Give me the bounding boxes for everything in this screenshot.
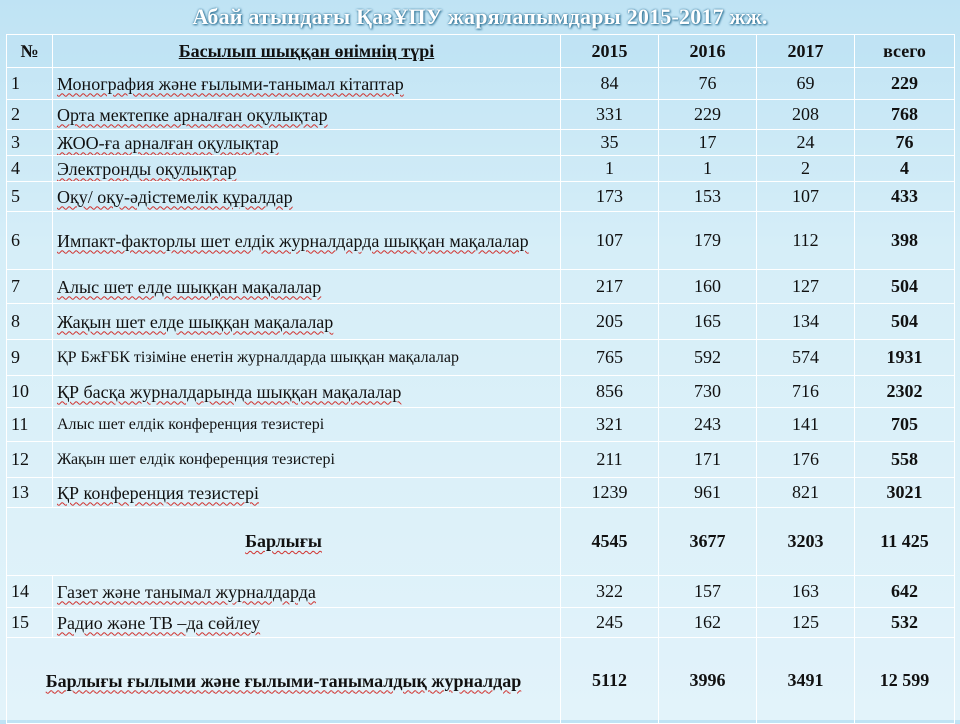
row-total: 4 [855, 156, 955, 182]
row-total: 433 [855, 182, 955, 212]
row-name: Оқу/ оқу-әдістемелік құралдар [53, 182, 561, 212]
row-total: 558 [855, 442, 955, 478]
row-2015: 765 [561, 340, 659, 376]
table-row [7, 478, 955, 508]
row-2016: 179 [659, 212, 757, 270]
row-2017: 163 [757, 576, 855, 608]
row-2017: 2 [757, 156, 855, 182]
header-num: № [7, 35, 53, 68]
table-row [7, 270, 955, 304]
grand-total-2017: 3491 [757, 638, 855, 724]
row-name: Алыс шет елде шыққан мақалалар [53, 270, 561, 304]
subtotal-2016: 3677 [659, 508, 757, 576]
row-total: 398 [855, 212, 955, 270]
row-name: Орта мектепке арналған оқулықтар [53, 100, 561, 130]
table-row [7, 130, 955, 156]
table-row [7, 182, 955, 212]
header-total: всего [855, 35, 955, 68]
grand-total-row [7, 638, 955, 724]
row-2015: 331 [561, 100, 659, 130]
row-2016: 592 [659, 340, 757, 376]
row-num: 4 [7, 156, 53, 182]
row-2015: 321 [561, 408, 659, 442]
row-2017: 112 [757, 212, 855, 270]
table-row [7, 100, 955, 130]
row-name: Жақын шет елде шыққан мақалалар [53, 304, 561, 340]
row-2017: 176 [757, 442, 855, 478]
row-2015: 205 [561, 304, 659, 340]
row-num: 12 [7, 442, 53, 478]
row-2016: 17 [659, 130, 757, 156]
row-total: 642 [855, 576, 955, 608]
row-2016: 162 [659, 608, 757, 638]
header-name: Басылып шыққан өнімнің түрі [53, 35, 561, 68]
row-name: Радио және ТВ –да сөйлеу [53, 608, 561, 638]
row-total: 76 [855, 130, 955, 156]
row-num: 7 [7, 270, 53, 304]
header-2017: 2017 [757, 35, 855, 68]
row-2017: 24 [757, 130, 855, 156]
row-2016: 76 [659, 68, 757, 100]
row-total: 3021 [855, 478, 955, 508]
row-2015: 217 [561, 270, 659, 304]
table-row [7, 304, 955, 340]
row-2016: 153 [659, 182, 757, 212]
table-row [7, 156, 955, 182]
row-name: Монография және ғылыми-танымал кітаптар [53, 68, 561, 100]
row-num: 9 [7, 340, 53, 376]
header-2016: 2016 [659, 35, 757, 68]
header-2015: 2015 [561, 35, 659, 68]
row-total: 532 [855, 608, 955, 638]
grand-total-2016: 3996 [659, 638, 757, 724]
row-2016: 157 [659, 576, 757, 608]
row-total: 229 [855, 68, 955, 100]
row-2016: 730 [659, 376, 757, 408]
row-name: Электронды оқулықтар [53, 156, 561, 182]
row-name: ЖОО-ға арналған оқулықтар [53, 130, 561, 156]
row-name: Газет және танымал журналдарда [53, 576, 561, 608]
row-2015: 211 [561, 442, 659, 478]
row-2015: 35 [561, 130, 659, 156]
row-name: Импакт-факторлы шет елдік журналдарда шыққан мақалалар [53, 212, 561, 270]
row-total: 705 [855, 408, 955, 442]
row-2015: 1 [561, 156, 659, 182]
row-2016: 160 [659, 270, 757, 304]
row-2015: 245 [561, 608, 659, 638]
row-name: ҚР басқа журналдарында шыққан мақалалар [53, 376, 561, 408]
table-row [7, 608, 955, 638]
table-row [7, 408, 955, 442]
subtotal-row [7, 508, 955, 576]
row-2016: 229 [659, 100, 757, 130]
row-2017: 69 [757, 68, 855, 100]
row-2016: 1 [659, 156, 757, 182]
subtotal-total: 11 425 [855, 508, 955, 576]
row-2017: 127 [757, 270, 855, 304]
row-num: 15 [7, 608, 53, 638]
row-total: 2302 [855, 376, 955, 408]
row-total: 768 [855, 100, 955, 130]
row-num: 8 [7, 304, 53, 340]
page-title: Абай атындағы ҚазҰПУ жарялапымдары 2015-2017 жж. [192, 4, 768, 29]
table-row [7, 442, 955, 478]
row-2017: 141 [757, 408, 855, 442]
row-num: 6 [7, 212, 53, 270]
row-2015: 173 [561, 182, 659, 212]
row-num: 13 [7, 478, 53, 508]
grand-total-2015: 5112 [561, 638, 659, 724]
row-2016: 243 [659, 408, 757, 442]
row-num: 10 [7, 376, 53, 408]
row-total: 1931 [855, 340, 955, 376]
row-num: 5 [7, 182, 53, 212]
table-row [7, 576, 955, 608]
subtotal-2015: 4545 [561, 508, 659, 576]
row-num: 3 [7, 130, 53, 156]
row-total: 504 [855, 270, 955, 304]
row-2017: 574 [757, 340, 855, 376]
table-row [7, 340, 955, 376]
row-2015: 107 [561, 212, 659, 270]
table-row [7, 212, 955, 270]
publications-table [6, 34, 955, 724]
table-header-row [7, 35, 955, 68]
row-name: Жақын шет елдік конференция тезистері [53, 442, 561, 478]
row-2015: 84 [561, 68, 659, 100]
row-2017: 134 [757, 304, 855, 340]
row-2017: 125 [757, 608, 855, 638]
row-num: 11 [7, 408, 53, 442]
table-row [7, 68, 955, 100]
row-2017: 208 [757, 100, 855, 130]
grand-total-total: 12 599 [855, 638, 955, 724]
row-name: ҚР конференция тезистері [53, 478, 561, 508]
table-row [7, 376, 955, 408]
row-2017: 821 [757, 478, 855, 508]
row-2017: 716 [757, 376, 855, 408]
subtotal-2017: 3203 [757, 508, 855, 576]
grand-total-label: Барлығы ғылыми және ғылыми-танымалдық журналдар [7, 638, 561, 724]
row-total: 504 [855, 304, 955, 340]
row-num: 1 [7, 68, 53, 100]
row-2015: 322 [561, 576, 659, 608]
row-2017: 107 [757, 182, 855, 212]
row-num: 14 [7, 576, 53, 608]
row-name: ҚР БжҒБК тізіміне енетін журналдарда шыққан мақалалар [53, 340, 561, 376]
row-2016: 171 [659, 442, 757, 478]
row-2015: 856 [561, 376, 659, 408]
row-name: Алыс шет елдік конференция тезистері [53, 408, 561, 442]
row-2016: 961 [659, 478, 757, 508]
subtotal-label: Барлығы [7, 508, 561, 576]
row-2015: 1239 [561, 478, 659, 508]
row-2016: 165 [659, 304, 757, 340]
row-num: 2 [7, 100, 53, 130]
